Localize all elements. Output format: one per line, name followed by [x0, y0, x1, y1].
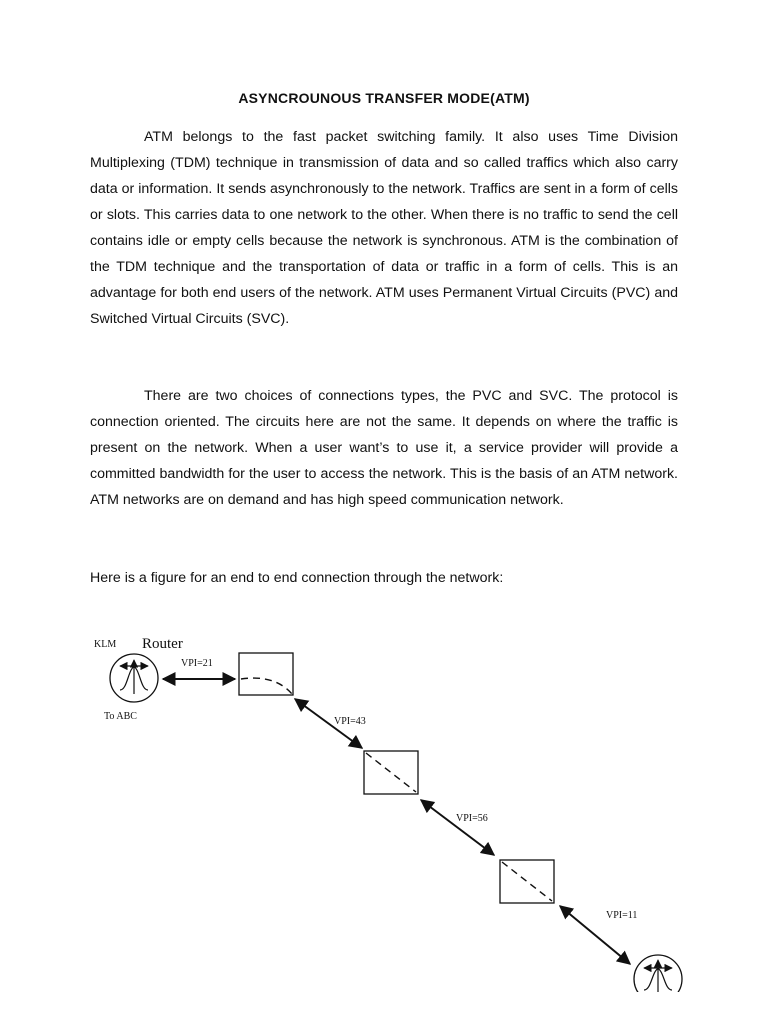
link-vpi-56 — [421, 800, 494, 855]
vpi-11-label: VPI=11 — [606, 910, 638, 921]
document-title: ASYNCROUNOUS TRANSFER MODE(ATM) — [238, 90, 530, 106]
atm-switch-1 — [239, 653, 293, 695]
atm-connection-figure — [0, 620, 768, 1000]
source-router-icon — [110, 654, 158, 702]
paragraph-atm-overview: ATM belongs to the fast packet switching family. It also uses Time Division Multiplexing (TDM) technique in transmission of data and so called traffics which also carry data or information. It sends asynchronously to the network. Traffics are sent in a form of cells or slots. This carries data to one network to the other. When there is no traffic to send the cell contains idle or empty cells because the network is synchronous. ATM is the combination of the TDM technique and the transportation of data or traffic in a form of cells. This is an advantage for both end users of the network. ATM uses Permanent Virtual Circuits (PVC) and Switched Virtual Circuits (SVC). — [90, 129, 678, 327]
atm-switch-3 — [500, 860, 554, 903]
klm-label: KLM — [94, 639, 117, 650]
vpi-21-label: VPI=21 — [181, 658, 213, 669]
vpi-56-label: VPI=56 — [456, 813, 488, 824]
paragraph-figure-intro: Here is a figure for an end to end connection through the network: — [90, 570, 504, 586]
router-label: Router — [142, 636, 183, 652]
paragraph-connection-types: There are two choices of connections types, the PVC and SVC. The protocol is connection oriented. The circuits here are not the same. It depends on where the traffic is present on the network. When a user want’s to use it, a service provider will provide a committed bandwidth for the user to access the network. This is the basis of an ATM network. ATM networks are on demand and has high speed communication network. — [90, 388, 678, 508]
vpi-43-label: VPI=43 — [334, 716, 366, 727]
atm-switch-2 — [364, 751, 418, 794]
to-abc-label: To ABC — [104, 711, 137, 722]
